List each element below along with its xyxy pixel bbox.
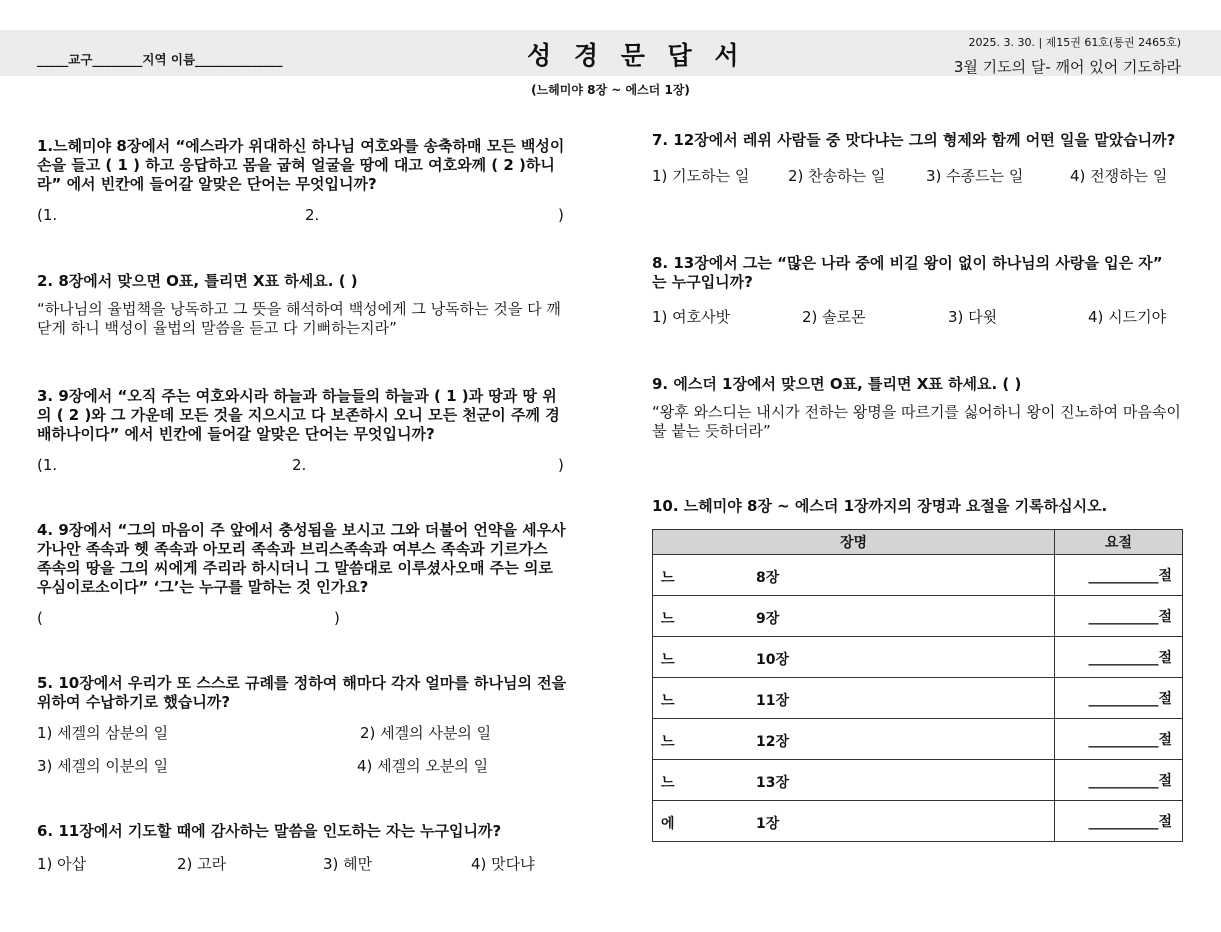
option-3[interactable]: 3) 수종드는 일 [926,167,1024,185]
verse-blank[interactable]: __________절 [1055,719,1183,760]
verse-blank[interactable]: __________절 [1055,555,1183,596]
question-4-stem: 4. 9장에서 “그의 마음이 주 앞에서 충성됨을 보시고 그와 더불어 언약을 세우사 가나안 족속과 헷 족속과 아모리 족속과 브리스족속과 여부스 족속과 기르가스 족속의 땅을 그의 씨에게 주리라 하시더니 그 말씀대로 이루셨사오매 주는 의로우심이로소이다” ‘그’는 누구를 말하는 것 인가요? [37,521,566,596]
book-label: 느 [661,693,675,709]
question-5 [37,674,567,775]
answer-close: ) [558,206,564,224]
book-label: 느 [661,570,675,586]
question-8 [652,254,1182,326]
question-4 [37,521,567,629]
chapter-label: 11장 [756,693,790,709]
chapter-label: 10장 [756,652,790,668]
option-1[interactable]: 1) 아삽 [37,855,87,873]
column-header-verse: 요절 [1055,530,1183,555]
question-1-answer-row[interactable] [37,206,567,226]
verse-blank[interactable]: __________절 [1055,801,1183,842]
option-3[interactable]: 3) 세겔의 이분의 일 [37,757,169,775]
chapter-label: 12장 [756,734,790,750]
option-2[interactable]: 2) 찬송하는 일 [788,167,886,185]
question-1 [37,137,567,226]
table-row [653,678,1183,719]
answer-blank-1: (1. [37,456,58,474]
chapter-cell [653,719,1055,760]
chapter-cell [653,678,1055,719]
question-2 [37,272,567,338]
chapter-cell [653,801,1055,842]
chapter-cell [653,760,1055,801]
question-7 [652,131,1182,185]
question-1-stem: 1.느헤미야 8장에서 “에스라가 위대하신 하나님 여호와를 송축하매 모든 백성이 손을 들고 ( 1 ) 하고 응답하고 몸을 굽혀 얼굴을 땅에 대고 여호와께 ( 2 )하니라” 에서 빈칸에 들어갈 알맞은 단어는 무엇입니까? [37,137,565,193]
table-row [653,637,1183,678]
answer-open: ( [37,609,43,627]
answer-blank-2: 2. [292,456,307,474]
question-4-answer-row[interactable] [37,609,567,629]
chapter-cell [653,596,1055,637]
question-6-options-row [37,853,567,873]
answer-blank-2: 2. [305,206,320,224]
option-3[interactable]: 3) 다윗 [948,308,998,326]
monthly-theme: 3월 기도의 달- 깨어 있어 기도하라 [953,58,1181,76]
answer-close: ) [334,609,340,627]
option-2[interactable]: 2) 고라 [177,855,227,873]
question-3-answer-row[interactable] [37,456,567,476]
question-2-quote: “하나님의 율법책을 낭독하고 그 뜻을 해석하여 백성에게 그 낭독하는 것을 다 깨닫게 하니 백성이 율법의 말씀을 듣고 다 기뻐하는지라” [37,300,561,337]
question-7-options-row [652,165,1182,185]
question-10 [652,497,1182,516]
answer-close: ) [558,456,564,474]
question-9-quote: “왕후 와스디는 내시가 전하는 왕명을 따르기를 싫어하니 왕이 진노하여 마음속이 불 붙는 듯하더라” [652,403,1181,440]
question-9-stem: 9. 에스더 1장에서 맞으면 O표, 틀리면 X표 하세요. ( ) [652,375,1022,393]
question-2-stem: 2. 8장에서 맞으면 O표, 틀리면 X표 하세요. ( ) [37,272,358,290]
chapter-cell [653,555,1055,596]
table-row [653,801,1183,842]
question-8-options-row [652,306,1182,326]
verse-blank[interactable]: __________절 [1055,637,1183,678]
question-3-stem: 3. 9장에서 “오직 주는 여호와시라 하늘과 하늘들의 하늘과 ( 1 )과 땅과 땅 위의 ( 2 )와 그 가운데 모든 것을 지으시고 다 보존하시 오니 모든 천군이 주께 경배하나이다” 에서 빈칸에 들어갈 알맞은 단어는 무엇입니까? [37,387,560,443]
book-label: 느 [661,775,675,791]
column-header-chapter: 장명 [653,530,1055,555]
book-label: 에 [661,816,675,832]
question-5-options-row-1 [37,722,567,742]
verse-blank[interactable]: __________절 [1055,596,1183,637]
option-3[interactable]: 3) 헤만 [323,855,373,873]
question-9 [652,375,1182,441]
book-label: 느 [661,734,675,750]
table-row [653,760,1183,801]
parish-name-fields: _____교구________지역 이름______________ [37,52,283,67]
verse-blank[interactable]: __________절 [1055,760,1183,801]
chapter-label: 8장 [756,570,780,586]
answer-blank-1: (1. [37,206,58,224]
book-label: 느 [661,611,675,627]
question-8-stem: 8. 13장에서 그는 “많은 나라 중에 비길 왕이 없이 하나님의 사랑을 입은 자” 는 누구입니까? [652,254,1163,291]
book-label: 느 [661,652,675,668]
table-row [653,719,1183,760]
chapter-label: 1장 [756,816,780,832]
question-5-options-row-2 [37,755,567,775]
option-2[interactable]: 2) 세겔의 사분의 일 [360,724,492,742]
issue-info: 2025. 3. 30. | 제15권 61호(통권 2465호) [968,36,1181,49]
scripture-range: (느헤미야 8장 ~ 에스더 1장) [531,83,690,97]
option-1[interactable]: 1) 여호사밧 [652,308,731,326]
option-4[interactable]: 4) 세겔의 오분의 일 [357,757,489,775]
question-5-stem: 5. 10장에서 우리가 또 스스로 규례를 정하여 해마다 각자 얼마를 하나님의 전을 위하여 수납하기로 했습니까? [37,674,567,711]
verse-blank[interactable]: __________절 [1055,678,1183,719]
chapter-verse-table [652,529,1183,842]
chapter-label: 9장 [756,611,780,627]
page-title: 성 경 문 답 서 [527,41,746,70]
option-1[interactable]: 1) 기도하는 일 [652,167,750,185]
option-4[interactable]: 4) 전쟁하는 일 [1070,167,1168,185]
option-4[interactable]: 4) 맛다냐 [471,855,535,873]
question-6-stem: 6. 11장에서 기도할 때에 감사하는 말씀을 인도하는 자는 누구입니까? [37,822,502,840]
question-7-stem: 7. 12장에서 레위 사람들 중 맛다냐는 그의 형제와 함께 어떤 일을 맡았습니까? [652,131,1176,149]
option-1[interactable]: 1) 세겔의 삼분의 일 [37,724,169,742]
question-6 [37,822,567,873]
option-2[interactable]: 2) 솔로몬 [802,308,866,326]
table-row [653,596,1183,637]
option-4[interactable]: 4) 시드기야 [1088,308,1167,326]
question-10-stem: 10. 느헤미야 8장 ~ 에스더 1장까지의 장명과 요절을 기록하십시오. [652,497,1108,515]
table-row [653,555,1183,596]
chapter-label: 13장 [756,775,790,791]
question-3 [37,387,567,476]
table-header-row [653,530,1183,555]
chapter-cell [653,637,1055,678]
